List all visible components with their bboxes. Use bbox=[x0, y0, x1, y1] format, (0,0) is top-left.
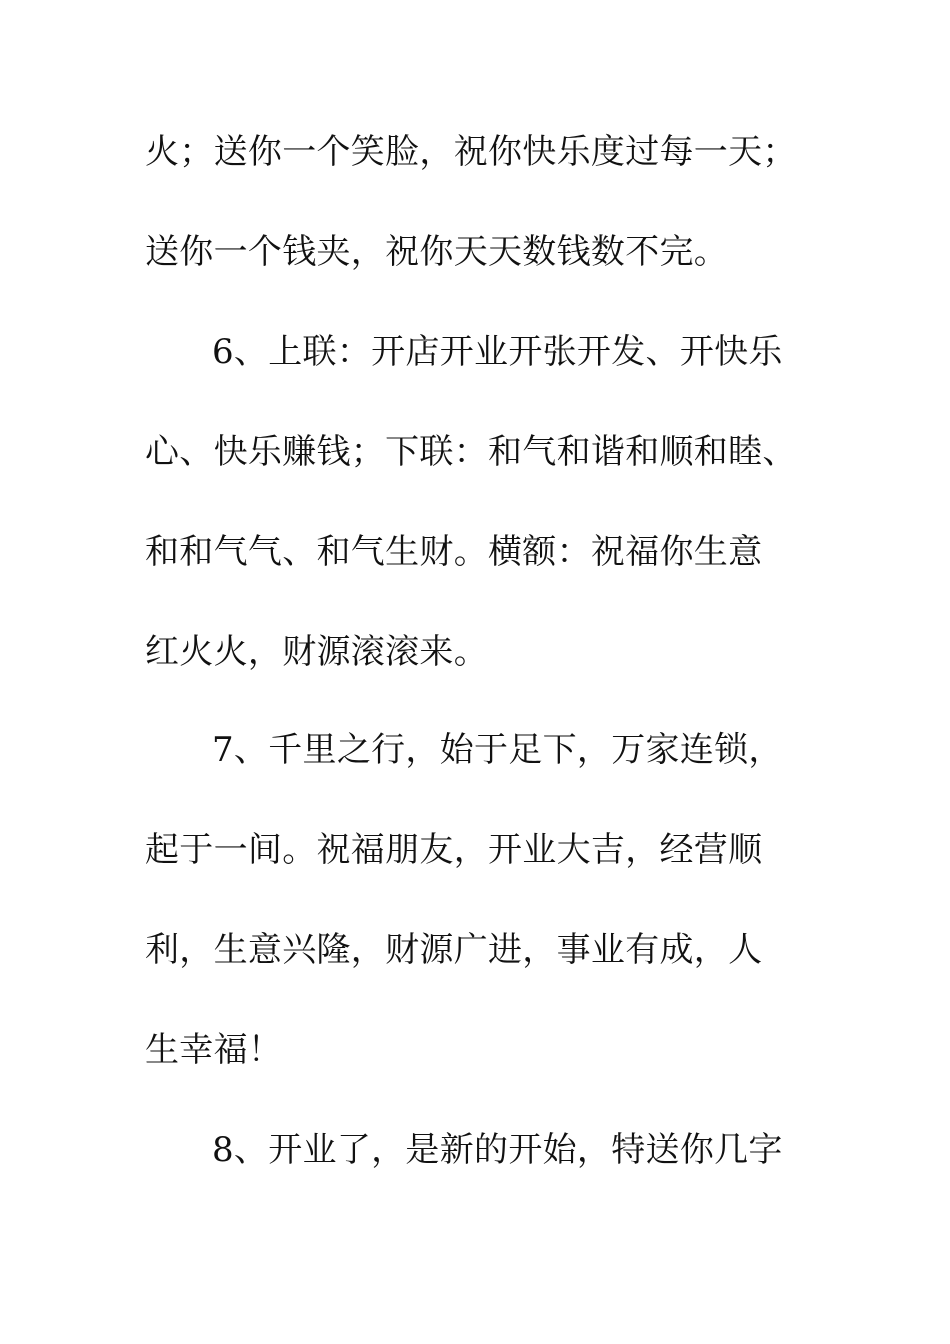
text-line: 心、快乐赚钱；下联：和气和谐和顺和睦、 bbox=[145, 432, 797, 472]
paragraph-start-line: 6、上联：开店开业开张开发、开快乐 bbox=[212, 332, 783, 372]
text-line: 利，生意兴隆，财源广进，事业有成，人 bbox=[145, 930, 763, 970]
text-line: 生幸福！ bbox=[145, 1030, 283, 1070]
text-line: 送你一个钱夹，祝你天天数钱数不完。 bbox=[145, 232, 729, 272]
paragraph-start-line: 8、开业了，是新的开始，特送你几字 bbox=[212, 1130, 783, 1170]
text-line: 起于一间。祝福朋友，开业大吉，经营顺 bbox=[145, 830, 763, 870]
text-line: 火；送你一个笑脸，祝你快乐度过每一天； bbox=[145, 132, 797, 172]
paragraph-start-line: 7、千里之行，始于足下，万家连锁， bbox=[212, 730, 783, 770]
text-line: 红火火，财源滚滚来。 bbox=[145, 632, 488, 672]
text-line: 和和气气、和气生财。横额：祝福你生意 bbox=[145, 532, 763, 572]
